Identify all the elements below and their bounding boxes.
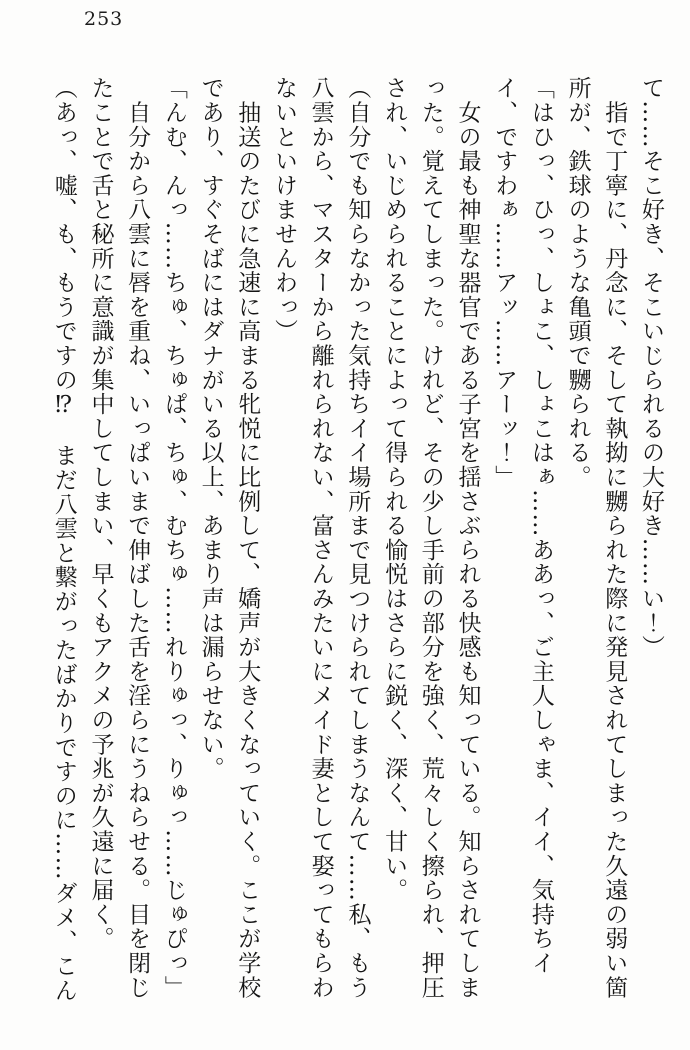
page-number: 253	[84, 8, 124, 30]
paragraph-6: 抽送のたびに急速に高まる牝悦に比例して、嬌声が大きくなっていく。ここが学校であり、すぐそばにはダナがいる以上、あまり声は漏らせない。	[197, 76, 261, 1000]
paragraph-3: 「はひっ、ひっ、しょこ、しょこはぁ……ああっ、ご主人しゃま、イイ、気持ちイイ、ですわぁ……アッ……アーッ！」	[491, 76, 554, 976]
paragraph-9: （あっ、嘘、も、もうですの⁉ まだ八雲と繋がったばかりですのに……ダメ、こん	[50, 76, 77, 1003]
paragraph-1: て……そこ好き、そこいじられるの大好き……い！）	[638, 76, 664, 660]
paragraph-4: 女の最も神聖な器官である子宮を揺さぶられる快感も知っている。知らされてしまった。覚えてしまった。けれど、その少し手前の部分を強く、荒々しく擦られ、押圧され、いじめられることによって得られる愉悦はさらに鋭く、深く、甘い。	[381, 76, 481, 1000]
paragraph-5: （自分でも知らなかった気持ちイイ場所まで見つけられてしまうなんて……私、もう八雲から、マスターから離れられない、富さんみたいにメイド妻として娶ってもらわないといけませんわっ）	[270, 76, 371, 1000]
paragraph-2: 指で丁寧に、丹念に、そして執拗に嬲られた際に発見されてしまった久遠の弱い箇所が、鉄球のような亀頭で嬲られる。	[564, 76, 628, 1000]
body-text	[45, 76, 669, 1010]
paragraph-8: 自分から八雲に唇を重ね、いっぱいまで伸ばした舌を淫らにうねらせる。目を閉じたことで舌と秘所に意識が集中してしまい、早くもアクメの予兆が久遠に届く。	[87, 76, 151, 1000]
paragraph-7: 「んむ、んっ……ちゅ、ちゅぱ、ちゅ、むちゅ……れりゅっ、りゅっ……じゅぴっ」	[160, 76, 187, 1000]
